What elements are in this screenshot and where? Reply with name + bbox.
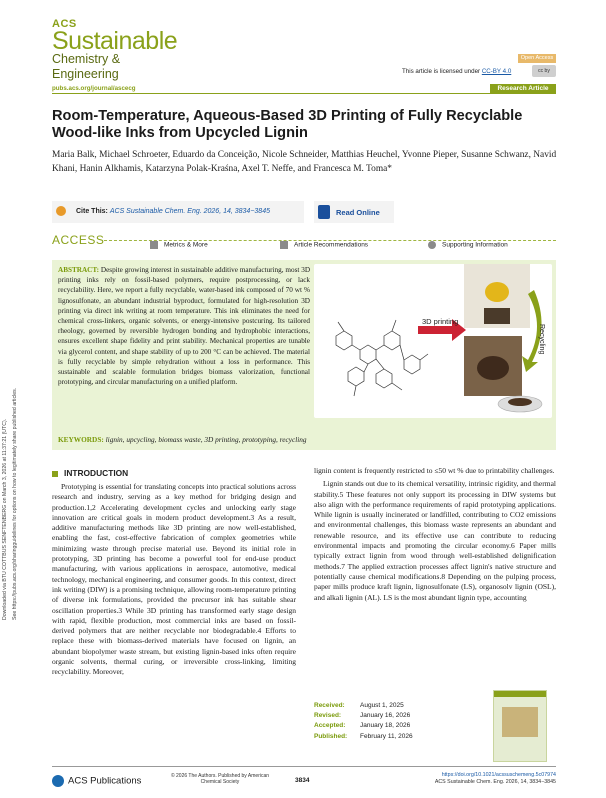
logo-chem-eng: Chemistry & Engineering — [52, 52, 121, 81]
intro-paragraph-cont: lignin content is frequently restricted to ≤50 wt % due to printability challenges. — [314, 466, 555, 475]
cite-box[interactable] — [52, 201, 304, 223]
access-heading: ACCESS — [52, 233, 105, 247]
cc-badge-icon[interactable]: cc by — [532, 65, 556, 77]
cite-label: Cite This: — [76, 208, 108, 215]
lignin-structure — [336, 320, 428, 396]
license-text: This article is licensed under CC-BY 4.0 — [402, 68, 512, 75]
cite-icon — [56, 206, 66, 216]
recycling-label: Recycling — [538, 324, 545, 355]
document-icon — [280, 241, 288, 249]
section-square-icon — [52, 471, 58, 477]
footer-rule — [52, 766, 556, 767]
keywords: KEYWORDS: lignin, upcycling, biomass waste, 3D printing, prototyping, recycling — [58, 435, 307, 444]
lignin-pile — [477, 356, 509, 380]
doi-block — [395, 772, 556, 786]
cite-reference[interactable]: ACS Sustainable Chem. Eng. 2026, 14, 3834−3845 — [109, 208, 270, 215]
header-rule — [52, 93, 556, 94]
page-number: 3834 — [295, 777, 310, 784]
logo-acs: ACS — [52, 18, 77, 30]
article-type-badge: Research Article — [490, 84, 556, 94]
abstract-text: ABSTRACT: Despite growing interest in sustainable additive manufacturing, most 3D printing inks rely on fossil-based polymers, require postprocessing, or lack recyclability. Here, we report a fully recyclable, water-based ink composed of 70 wt % lignosulfonate, an abundant industrial byproduct, formulated for high-resolution 3D printing via direct ink writing at room temperature. This ink eliminates the need for chemical cross-linkers, organic solvents, or energy-intensive postcuring. Its tailored rheology, governed by reversible hydrogen bonding and hydrophobic interactions, ensures excellent shape fidelity and print stability. Mechanical properties are tunable via glycerol content, and shape stability of up to 200 °C can be achieved. The material is fully recyclable by simple rehydration without a loss in performance. This sustainable and scalable formulation bridges biomass valorization, functional prototyping, and circular manufacturing on a unified platform. — [58, 266, 311, 387]
body-column-right — [314, 466, 556, 603]
metrics-icon — [150, 241, 158, 249]
flower-icon — [485, 282, 509, 302]
intro-paragraph-2: Lignin stands out due to its chemical versatility, intrinsic rigidity, and thermal stability.5 These features not only support its processing in DIW systems but also align with the performance requirements of rapid prototyping applications. While lignin is usually incinerated or landfilled, contributing to CO2 emissions and environmental challenges, this biomass waste represents an abundant and renewable resource, and its effective use can contribute to reducing environmental impacts and promoting the circular economy.6 Paper mills typically extract lignin from wood through well-established delignification methods.7 The applied extraction processes affect lignin's native structure and potentially cause chemical modifications.8 Depending on the pulping process, paper mills produce kraft lignin, lignosulfonate (LS), organosolv lignin (OSL), and alkali lignin (AL). LS is the most abundant lignin type, accounting — [314, 479, 556, 602]
sharing-note: See https://pubs.acs.org/sharingguidelines for options on how to legitimately share published articles. — [12, 387, 18, 620]
copyright-notice: © 2026 The Authors. Published by American Chemical Society — [170, 773, 270, 785]
supporting-info-icon — [428, 241, 436, 249]
journal-url[interactable]: pubs.acs.org/journal/ascecg — [52, 85, 136, 92]
read-online-icon — [318, 205, 330, 219]
printing-label: 3D printing — [422, 317, 459, 326]
metrics-link[interactable]: Metrics & More — [150, 241, 208, 249]
journal-reference: ACS Sustainable Chem. Eng. 2026, 14, 3834−3845 — [434, 779, 556, 785]
journal-cover-thumbnail[interactable] — [493, 690, 547, 762]
acs-publications-logo[interactable]: ACS Publications — [52, 775, 141, 787]
section-heading-introduction: INTRODUCTION — [52, 468, 128, 478]
printed-pot — [484, 308, 510, 324]
recycled-ink — [508, 398, 532, 406]
toc-graphic-svg — [314, 264, 552, 418]
supporting-info-link[interactable]: Supporting Information — [428, 241, 508, 249]
acs-logo-icon — [52, 775, 64, 787]
toc-graphic — [314, 264, 552, 418]
doi-link[interactable]: https://doi.org/10.1021/acssuschemeng.5c07974 — [441, 772, 556, 778]
abstract-label: ABSTRACT: — [58, 266, 100, 274]
article-title: Room-Temperature, Aqueous-Based 3D Printing of Fully Recyclable Wood-like Inks from Upcycled Lignin — [52, 108, 523, 141]
body-column-left — [52, 482, 296, 678]
logo-sustainable: Sustainable — [52, 27, 178, 55]
license-link[interactable]: CC-BY 4.0 — [481, 68, 512, 75]
read-online-label: Read Online — [336, 208, 380, 217]
open-access-badge: Open Access — [518, 54, 556, 63]
article-dates: Received: August 1, 2025 Revised: January 16, 2026 Accepted: January 18, 2026 Published: February 11, 2026 — [314, 702, 413, 740]
download-note: Downloaded via BTU COTTBUS SENFTENBERG on March 3, 2026 at 11:37:21 (UTC). — [2, 418, 8, 620]
journal-logo[interactable] — [52, 18, 178, 81]
author-list: Maria Balk, Michael Schroeter, Eduardo da Conceição, Nicole Schneider, Matthias Heuchel, Yvonne Pieper, Susanne Schwanz, Navid Khani, Hanin Alkhamis, Katarzyna Polak-Kraśna, Axel T. Neffe, and Francesca M. Toma* — [52, 150, 557, 174]
recommendations-link[interactable]: Article Recommendations — [280, 241, 368, 249]
intro-paragraph-1: Prototyping is essential for translating concepts into practical solutions across research and industry, serving as a key method for bridging design and production.1,2 Accelerating development cycles and unlocking early stage innovation are critical goals in modern product development.3 As a result, additive manufacturing methods like 3D printing are now well-established, enabling the fast, cost-effective fabrication of complex geometries while minimizing waste through precise material use. Beyond its initial role in prototyping, 3D printing has become a powerful tool for end-use product manufacturing, with various applications in aerospace, automotive, medical technology, mechanical engineering, and consumer goods. In this context, direct ink writing (DIW) is a promising technique, allowing room-temperature printing of diverse ink formulations, provided the precursor ink has suitable shear oscillation properties.3 While 3D printing has transformed early stage design with rapid, flexible production, most commercial inks are based on fossil-derived polymers that are neither recyclable nor biodegradable.4 Efforts to replace these with biomass-derived materials have focused on lignin, an abundant biopolymer waste stream, but existing lignin-based inks often require organic solvents, thermal curing, or irreversible cross-linking, limiting recyclability. Moreover, — [52, 482, 296, 677]
read-online-button[interactable] — [314, 201, 394, 223]
